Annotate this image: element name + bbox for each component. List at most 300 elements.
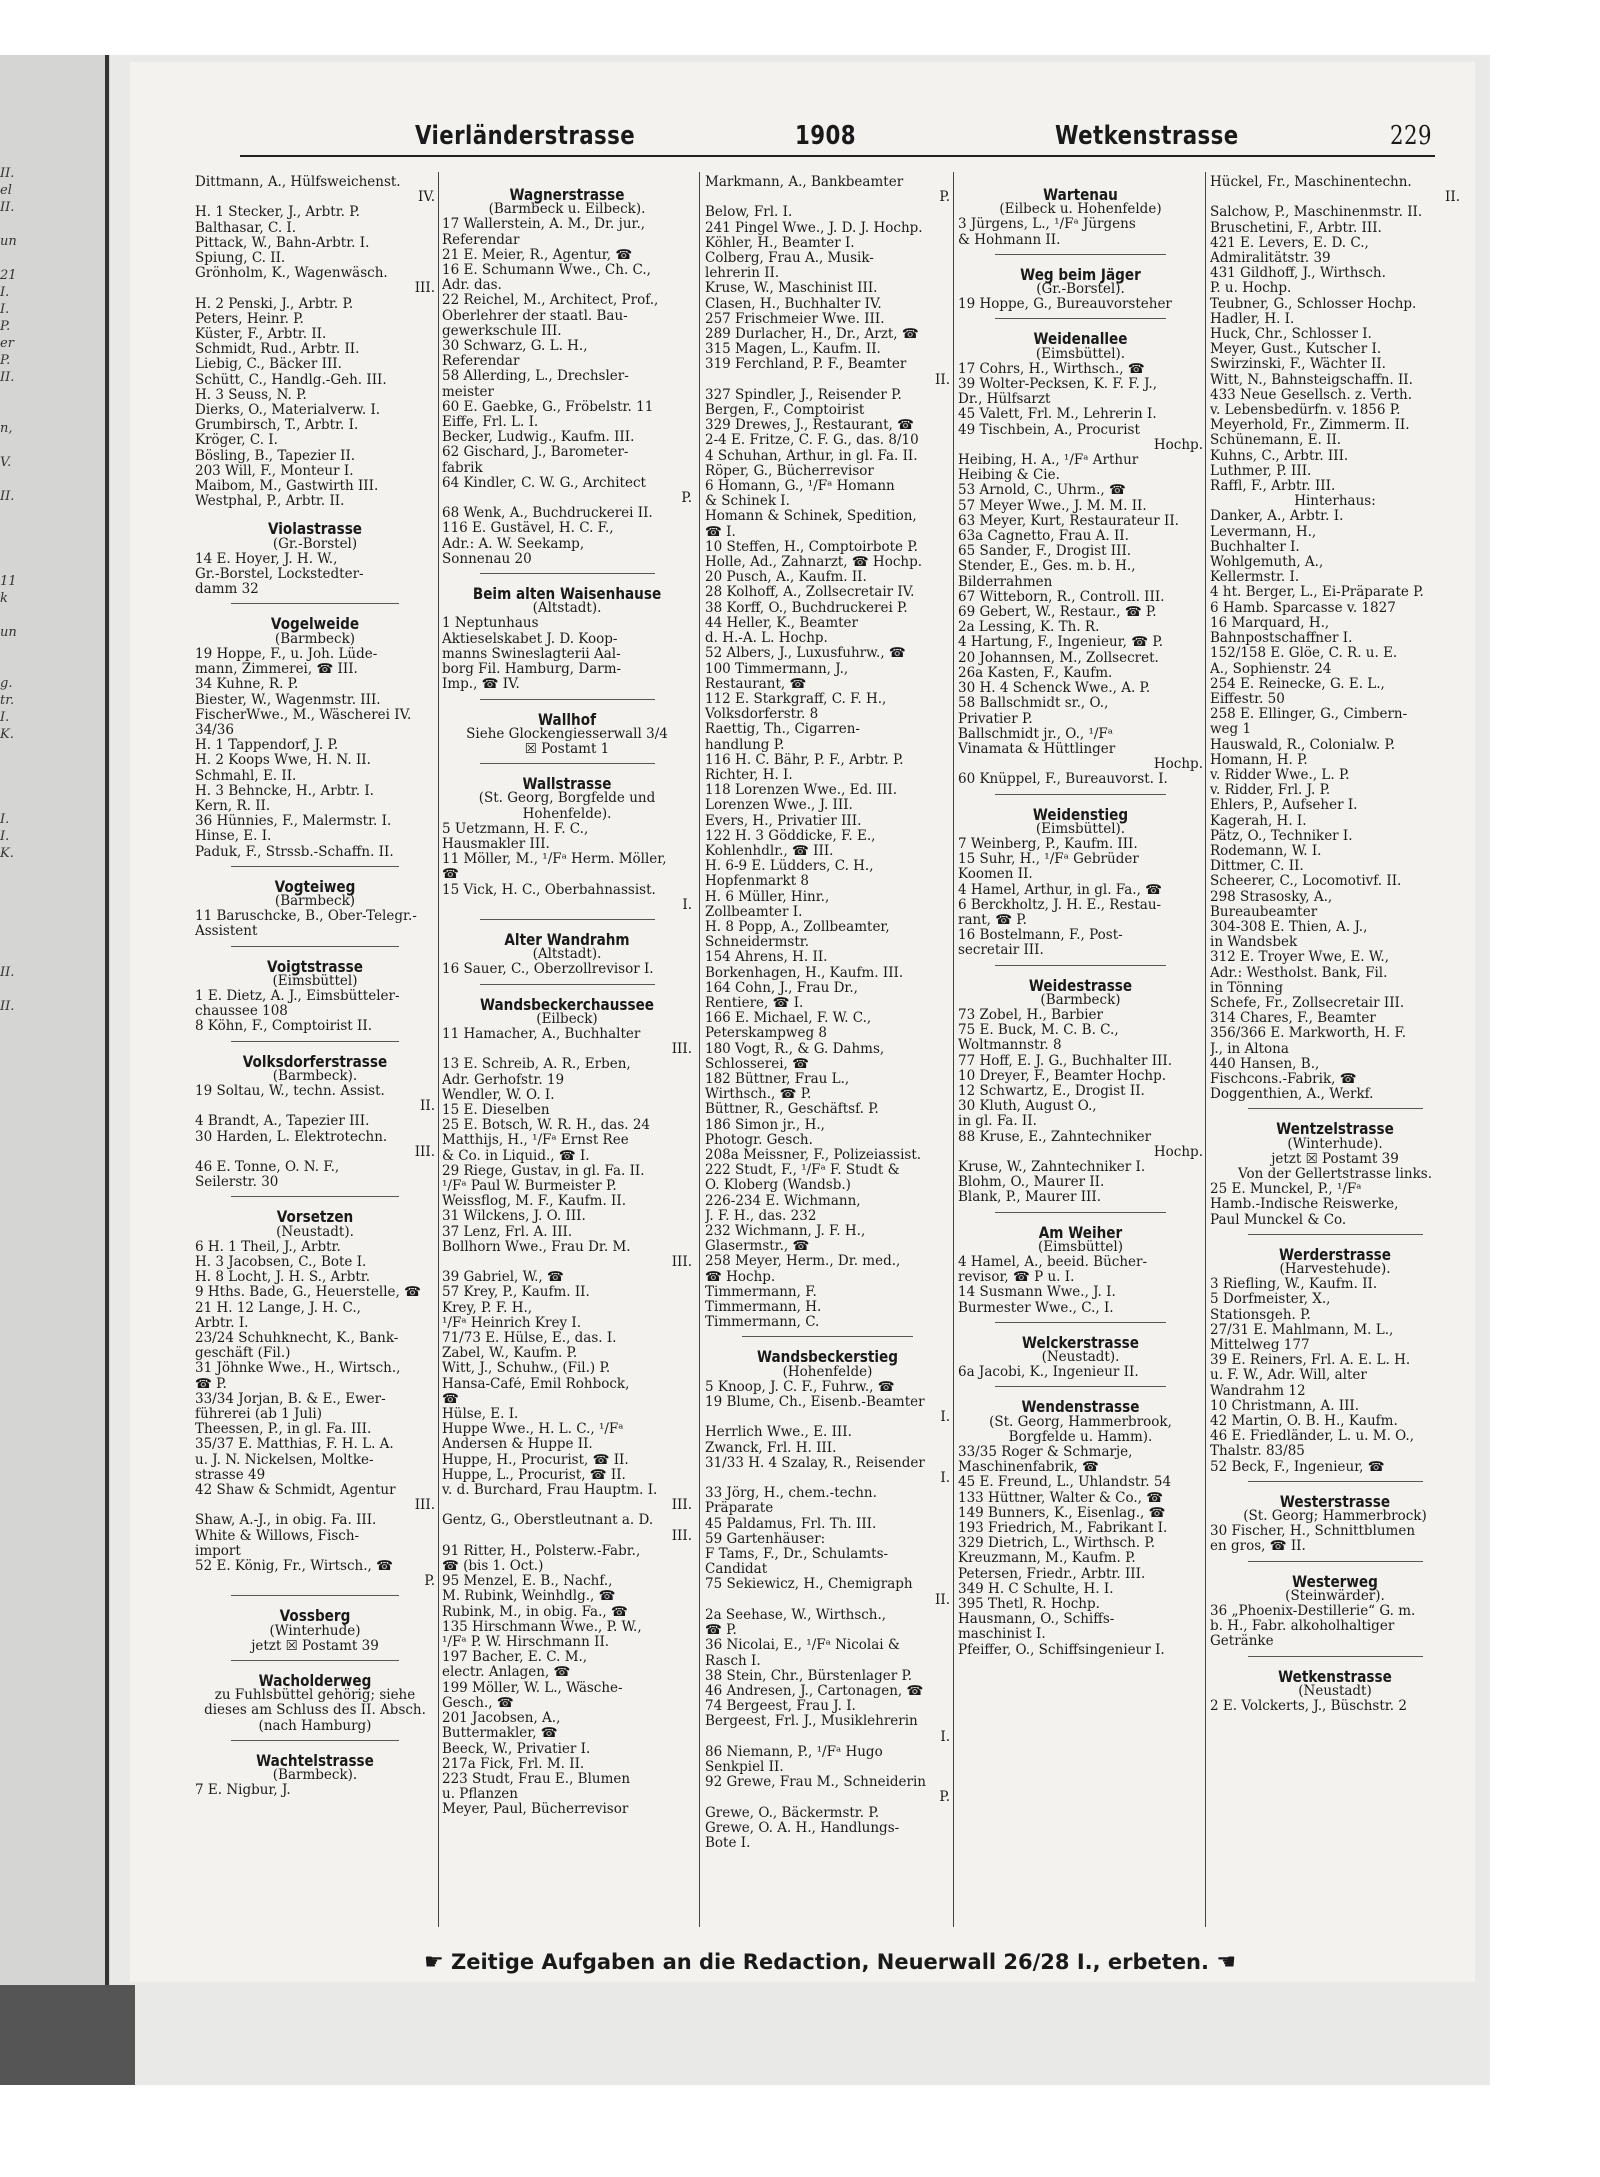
resident-entry: 421 E. Levers, E. D. C., (1210, 235, 1369, 251)
resident-entry: 52 Beck, F., Ingenieur, ☎ (1210, 1459, 1385, 1475)
resident-entry: Homann & Schinek, Spedition, (705, 509, 917, 525)
resident-entry: Woltmannstr. 8 (958, 1038, 1062, 1054)
resident-entry: 12 Schwartz, E., Drogist II. (958, 1083, 1145, 1099)
resident-entry: 46 Andresen, J., Cartonagen, ☎ (705, 1683, 924, 1699)
resident-entry: Maschinenfabrik, ☎ (958, 1460, 1099, 1476)
resident-entry: Grönholm, K., Wagenwäsch. (195, 266, 388, 282)
margin-fragment (0, 760, 22, 777)
street-district: (Barmbeck). (272, 1067, 358, 1084)
resident-entry: Adr. Gerhofstr. 19 (442, 1072, 565, 1088)
resident-entry: 298 Strasosky, A., (1210, 889, 1333, 905)
street-district: (Eimsbüttel). (1035, 820, 1126, 837)
resident-entry: Kruse, W., Maschinist III. (705, 281, 878, 297)
resident-entry: 122 H. 3 Göddicke, F. E., (705, 828, 876, 844)
resident-entry: 3 Jürgens, L., ¹/Fᵃ Jürgens (958, 217, 1136, 233)
resident-entry: 36 Nicolai, E., ¹/Fᵃ Nicolai & (705, 1638, 900, 1654)
margin-fragment: II. (0, 965, 15, 980)
margin-fragment: II. (0, 489, 15, 504)
resident-entry: Hochp. (1153, 1144, 1203, 1160)
street-district: ☒ Postamt 1 (524, 740, 610, 757)
resident-entry: Volksdorferstr. 8 (705, 707, 819, 723)
street-district: Hohenfelde). (522, 805, 612, 822)
resident-entry: chaussee 108 (195, 1004, 288, 1020)
resident-entry: 77 Hoff, E. J. G., Buchhalter III. (958, 1053, 1173, 1069)
resident-entry: Kreuzmann, M., Kaufm. P. (958, 1551, 1136, 1567)
resident-entry: 57 Krey, P., Kaufm. II. (442, 1285, 590, 1301)
margin-fragment (0, 403, 22, 420)
section-rule (995, 1322, 1167, 1323)
resident-entry: III. (671, 1498, 692, 1514)
resident-entry: 23/24 Schuhknecht, K., Bank- (195, 1331, 399, 1347)
resident-entry: 71/73 E. Hülse, E., das. I. (442, 1331, 617, 1347)
street-heading: Vossberg (279, 1606, 351, 1626)
resident-entry: ☎ (442, 867, 459, 883)
section-rule (1248, 1108, 1423, 1109)
resident-entry: 20 Pusch, A., Kaufm. II. (705, 570, 867, 586)
resident-entry: lehrerin II. (705, 266, 780, 282)
resident-entry: rant, ☎ P. (958, 912, 1027, 928)
directory-column-2 (442, 175, 692, 1818)
resident-entry: secretair III. (958, 943, 1044, 959)
resident-entry: Heibing, H. A., ¹/Fᵃ Arthur (958, 453, 1139, 469)
street-heading: Werderstrasse (1278, 1244, 1392, 1264)
resident-entry: 44 Heller, K., Beamter (705, 615, 858, 631)
resident-entry: Adr.: A. W. Seekamp, (442, 536, 585, 552)
resident-entry: 133 Hüttner, Walter & Co., ☎ (958, 1490, 1164, 1506)
margin-fragment (0, 386, 22, 403)
column-divider (438, 172, 439, 1927)
street-district: (St. Georg, Hammerbrook, (989, 1413, 1172, 1430)
section-rule (231, 946, 399, 947)
resident-entry: Huck, Chr., Schlosser I. (1210, 327, 1372, 343)
street-district: jetzt ☒ Postamt 39 (1271, 1150, 1399, 1167)
resident-entry: Maibom, M., Gastwirth III. (195, 479, 379, 495)
street-heading: Wandsbeckerstieg (756, 1347, 899, 1367)
street-district: Von der Gellertstrasse links. (1238, 1166, 1432, 1182)
resident-entry: borg Fil. Hamburg, Darm- (442, 662, 622, 678)
resident-entry: Timmermann, F. (705, 1284, 817, 1300)
resident-entry: Biester, W., Wagenmstr. III. (195, 692, 381, 708)
resident-entry: 2 E. Volckerts, J., Büschstr. 2 (1210, 1699, 1407, 1715)
resident-entry: & Hohmann II. (958, 232, 1061, 248)
resident-entry: 7 Weinberg, P., Kaufm. III. (958, 836, 1138, 852)
street-district: zu Fuhlsbüttel gehörig; siehe (214, 1687, 416, 1704)
resident-entry: 356/366 E. Markworth, H. F. (1210, 1026, 1407, 1042)
resident-entry: Salchow, P., Maschinenmstr. II. (1210, 205, 1423, 221)
resident-entry: Pittack, W., Bahn-Arbtr. I. (195, 235, 370, 251)
resident-entry: Blank, P., Maurer III. (958, 1190, 1102, 1206)
resident-entry: 22 Reichel, M., Architect, Prof., (442, 293, 659, 309)
resident-entry: 62 Gischard, J., Barometer- (442, 445, 629, 461)
margin-fragment (0, 437, 22, 454)
margin-fragment: II. (0, 999, 15, 1014)
resident-entry: Mittelweg 177 (1210, 1338, 1310, 1354)
directory-column-4 (958, 175, 1203, 1658)
resident-entry: 31/33 H. 4 Szalay, R., Reisender (705, 1455, 925, 1471)
street-heading: Wandsbeckerchaussee (479, 994, 655, 1014)
resident-entry: Matthijs, H., ¹/Fᵃ Ernst Ree (442, 1133, 629, 1149)
resident-entry: Hochp. (1153, 757, 1203, 773)
resident-entry: 232 Wichmann, J. F. H., (705, 1224, 866, 1240)
resident-entry: 4 Hamel, Arthur, in gl. Fa., ☎ (958, 882, 1162, 898)
resident-entry: 46 E. Friedländer, L. u. M. O., (1210, 1429, 1415, 1445)
resident-entry: Oberlehrer der staatl. Bau- (442, 308, 628, 324)
resident-entry: Burmester Wwe., C., I. (958, 1300, 1114, 1316)
resident-entry: 58 Allerding, L., Drechsler- (442, 369, 629, 385)
resident-entry: Hadler, H. I. (1210, 311, 1295, 327)
resident-entry: Buttermakler, ☎ (442, 1726, 558, 1742)
resident-entry: manns Swineslagterii Aal- (442, 646, 621, 662)
resident-entry: 4 Hamel, A., beeid. Bücher- (958, 1255, 1148, 1270)
resident-entry: Hausmann, O., Schiffs- (958, 1612, 1115, 1628)
margin-fragment (0, 913, 22, 930)
resident-entry: IV. (417, 190, 435, 206)
resident-entry: I. (940, 1729, 950, 1745)
resident-entry: Sonnenau 20 (442, 551, 532, 567)
pointing-hand-right-icon: ☚ (1216, 1950, 1237, 1975)
resident-entry: 2a Lessing, K. Th. R. (958, 620, 1100, 636)
resident-entry: Richter, H. I. (705, 767, 793, 783)
resident-entry: ☎ (bis 1. Oct.) (442, 1559, 544, 1575)
resident-entry: Petersen, Friedr., Arbtr. III. (958, 1566, 1146, 1582)
resident-entry: 17 Cohrs, H., Wirthsch., ☎ (958, 361, 1145, 377)
resident-entry: Eiffestr. 50 (1210, 691, 1285, 707)
resident-entry: 45 Paldamus, Frl. Th. III. (705, 1516, 877, 1532)
resident-entry: I. (682, 897, 692, 913)
margin-fragment (0, 556, 22, 573)
resident-entry: 241 Pingel Wwe., J. D. J. Hochp. (705, 220, 923, 236)
resident-entry: 19 Hoppe, G., Bureauvorsteher (958, 297, 1172, 313)
resident-entry: Heibing & Cie. (958, 468, 1060, 484)
resident-entry: Dittmann, A., Hülfsweichenst. (195, 175, 401, 190)
resident-entry: O. Kloberg (Wandsb.) (705, 1178, 851, 1194)
resident-entry: 193 Friedrich, M., Fabrikant I. (958, 1521, 1168, 1537)
resident-entry: Schütt, C., Handlg.-Geh. III. (195, 372, 387, 388)
resident-entry: Fischcons.-Fabrik, ☎ (1210, 1071, 1357, 1087)
resident-entry: Stender, E., Ges. m. b. H., (958, 559, 1136, 575)
resident-entry: 17 Wallerstein, A. M., Dr. jur., (442, 217, 646, 233)
resident-entry: fabrik (442, 460, 483, 476)
resident-entry: 39 Gabriel, W., ☎ (442, 1270, 564, 1286)
street-district: jetzt ☒ Postamt 39 (251, 1637, 379, 1654)
resident-entry: 6 Berckholtz, J. H. E., Restau- (958, 897, 1162, 913)
resident-entry: Seilerstr. 30 (195, 1175, 279, 1191)
resident-entry: Hansa-Café, Emil Rohbock, (442, 1376, 630, 1392)
resident-entry: III. (414, 1144, 435, 1160)
street-district: (Winterhude) (269, 1622, 361, 1639)
resident-entry: Raettig, Th., Cigarren- (705, 722, 860, 738)
section-rule (480, 919, 655, 920)
resident-entry: in Tönning (1210, 980, 1283, 996)
resident-entry: Huppe, H., Procurist, ☎ II. (442, 1452, 629, 1468)
resident-entry: 30 Harden, L. Elektrotechn. (195, 1129, 388, 1145)
resident-entry: P. (939, 1790, 950, 1806)
resident-entry: 223 Studt, Frau E., Blumen (442, 1771, 631, 1787)
resident-entry: H. 1 Tappendorf, J. P. (195, 738, 339, 754)
resident-entry: 34 Kuhne, R. P. (195, 677, 299, 693)
resident-entry: 52 Albers, J., Luxusfuhrw., ☎ (705, 646, 906, 662)
resident-entry: H. 8 Locht, J. H. S., Arbtr. (195, 1270, 371, 1286)
resident-entry: mann, Zimmerei, ☎ III. (195, 662, 358, 678)
resident-entry: III. (414, 281, 435, 297)
resident-entry: 258 E. Ellinger, G., Cimbern- (1210, 707, 1408, 723)
resident-entry: Aktieselskabet J. D. Koop- (442, 631, 618, 647)
directory-column-1 (195, 175, 435, 1799)
resident-entry: 15 Vick, H. C., Oberbahnassist. (442, 882, 656, 898)
resident-entry: ☎ (442, 1391, 459, 1407)
margin-fragment: 21 (0, 268, 17, 283)
resident-entry: Glasermstr., ☎ (705, 1239, 810, 1255)
resident-entry: Köhler, H., Beamter I. (705, 235, 855, 251)
resident-entry: Kern, R. II. (195, 798, 271, 814)
street-heading: Weidenstieg (1032, 804, 1129, 824)
resident-entry: Wandrahm 12 (1210, 1383, 1306, 1399)
street-district: (St. Georg; Hammerbrock) (1243, 1508, 1427, 1525)
street-district: (Eimsbüttel). (1035, 345, 1126, 362)
margin-fragment (0, 879, 22, 896)
margin-fragment: un (0, 625, 17, 640)
resident-entry: 116 E. Gustävel, H. C. F., (442, 521, 614, 537)
resident-entry: Schmidt, Rud., Arbtr. II. (195, 342, 360, 358)
resident-entry: Liebig, C., Bäcker III. (195, 357, 342, 373)
resident-entry: revisor, ☎ P u. I. (958, 1270, 1075, 1286)
resident-entry: 16 Marquard, H., (1210, 615, 1330, 631)
margin-fragment: I. (0, 812, 10, 827)
street-district: (Gr.-Borstel) (272, 535, 358, 552)
page-header (240, 115, 1435, 157)
street-heading: Westerstrasse (1279, 1491, 1391, 1511)
street-district: (Barmbeck) (274, 630, 356, 647)
resident-entry: Dr., Hülfsarzt (958, 392, 1051, 408)
resident-entry: Below, Frl. I. (705, 205, 793, 221)
resident-entry: 15 E. Dieselben (442, 1102, 550, 1118)
resident-entry: III. (414, 1498, 435, 1514)
resident-entry: 95 Menzel, E. B., Nachf., (442, 1574, 613, 1590)
margin-fragment (0, 539, 22, 556)
resident-entry: 65 Sander, F., Drogist III. (958, 544, 1132, 560)
resident-entry: Adr. das. (442, 278, 502, 294)
column-divider (699, 172, 700, 1927)
resident-entry: 19 Blume, Ch., Eisenb.-Beamter (705, 1395, 925, 1411)
resident-entry: Hamb.-Indische Reiswerke, (1210, 1197, 1399, 1213)
resident-entry: 10 Dreyer, F., Beamter Hochp. (958, 1068, 1167, 1084)
section-rule (231, 1740, 399, 1741)
street-district: (nach Hamburg) (258, 1717, 372, 1734)
resident-entry: Assistent (195, 924, 258, 940)
resident-entry: 25 E. Munckel, P., ¹/Fᵃ (1210, 1182, 1362, 1198)
resident-entry: 46 E. Tonne, O. N. F., (195, 1159, 340, 1175)
resident-entry: Huppe, L., Procurist, ☎ II. (442, 1467, 626, 1483)
margin-fragment (0, 522, 22, 539)
resident-entry: Paduk, F., Strssb.-Schaffn. II. (195, 844, 394, 860)
section-rule (1248, 1234, 1423, 1235)
resident-entry: Kruse, W., Zahntechniker I. (958, 1159, 1146, 1175)
street-heading: Weidenallee (1033, 329, 1128, 349)
resident-entry: Westphal, P., Arbtr. II. (195, 494, 345, 510)
resident-entry: 6 Hamb. Sparcasse v. 1827 (1210, 600, 1396, 616)
street-district: (Neustadt). (276, 1223, 354, 1240)
resident-entry: 154 Ahrens, H. II. (705, 950, 828, 966)
resident-entry: Thalstr. 83/85 (1210, 1444, 1305, 1460)
street-heading: Wallstrasse (522, 774, 612, 794)
street-district: (Altstadt). (532, 946, 602, 963)
resident-entry: 39 E. Reiners, Frl. A. E. L. H. (1210, 1353, 1411, 1369)
resident-entry: 203 Will, F., Monteur I. (195, 463, 354, 479)
margin-fragment: P. (0, 319, 11, 334)
street-heading: Welckerstrasse (1022, 1332, 1139, 1352)
margin-fragment: I. (0, 829, 10, 844)
margin-fragment (0, 607, 22, 624)
resident-entry: Schlosserei, ☎ (705, 1056, 809, 1072)
resident-entry: 6a Jacobi, K., Ingenieur II. (958, 1365, 1139, 1381)
resident-entry: Beeck, W., Privatier I. (442, 1741, 591, 1757)
margin-fragment: n, (0, 421, 13, 436)
street-district: (Winterhude). (1287, 1135, 1383, 1152)
resident-entry: Grewe, O., Bäckermstr. P. (705, 1805, 880, 1821)
resident-entry: Andersen & Huppe II. (442, 1437, 593, 1453)
section-rule (995, 318, 1167, 319)
margin-fragment: un (0, 234, 17, 249)
page-number: 229 (1390, 121, 1432, 151)
resident-entry: Blohm, O., Maurer II. (958, 1175, 1105, 1191)
street-heading: Wachtelstrasse (256, 1750, 374, 1770)
resident-entry: H. 3 Jacobsen, C., Bote I. (195, 1255, 367, 1270)
margin-fragment (0, 896, 22, 913)
resident-entry: 38 Korff, O., Buchdruckerei P. (705, 600, 908, 616)
resident-entry: II. (935, 372, 950, 388)
resident-entry: Kohlenhdlr., ☎ III. (705, 843, 834, 859)
resident-entry: u. Pflanzen (442, 1787, 518, 1803)
column-divider (1205, 172, 1206, 1927)
resident-entry: Schünemann, E. II. (1210, 433, 1342, 449)
pointing-hand-left-icon: ☛ (423, 1950, 444, 1975)
resident-entry: Huppe Wwe., H. L. C., ¹/Fᵃ (442, 1422, 624, 1438)
resident-entry: ☎ P. (195, 1376, 227, 1392)
resident-entry: u. J. N. Nickelsen, Moltke- (195, 1452, 374, 1468)
resident-entry: 30 H. 4 Schenck Wwe., A. P. (958, 681, 1151, 697)
street-district: (Barmbeck) (1040, 991, 1121, 1008)
resident-entry: 180 Vogt, R., & G. Dahms, (705, 1041, 885, 1057)
resident-entry: M. Rubink, Weinhdlg., ☎ (442, 1589, 616, 1605)
street-district: (Eilbeck) (536, 1010, 598, 1027)
resident-entry: Holle, Ad., Zahnarzt, ☎ Hochp. (705, 555, 923, 571)
resident-entry: 217a Fick, Frl. M. II. (442, 1756, 585, 1772)
margin-fragment: I. (0, 285, 10, 300)
resident-entry: 28 Kolhoff, A., Zollsecretair IV. (705, 585, 915, 601)
resident-entry: J., in Altona (1210, 1041, 1289, 1057)
section-rule (995, 794, 1167, 795)
resident-entry: Danker, A., Arbtr. I. (1210, 509, 1344, 525)
resident-entry: Arbtr. I. (195, 1315, 249, 1331)
resident-entry: 63 Meyer, Kurt, Restaurateur II. (958, 513, 1179, 529)
resident-entry: Eiffe, Frl. L. I. (442, 415, 539, 431)
resident-entry: Evers, H., Privatier III. (705, 813, 862, 829)
street-district: (Gr.-Borstel). (1036, 281, 1125, 298)
resident-entry: Hückel, Fr., Maschinentechn. (1210, 175, 1412, 190)
margin-fragment (0, 216, 22, 233)
resident-entry: 116 H. C. Bähr, P. F., Arbtr. P. (705, 752, 904, 768)
resident-entry: Becker, Ludwig., Kaufm. III. (442, 430, 635, 446)
resident-entry: 257 Frischmeier Wwe. III. (705, 311, 885, 327)
resident-entry: Bilderrahmen (958, 574, 1053, 590)
header-right-street: Wetkenstrasse (1055, 121, 1239, 151)
resident-entry: Candidat (705, 1562, 768, 1578)
resident-entry: 25 E. Botsch, W. R. H., das. 24 (442, 1118, 651, 1134)
resident-entry: 42 Martin, O. B. H., Kaufm. (1210, 1414, 1398, 1430)
resident-entry: Pätz, O., Techniker I. (1210, 828, 1353, 844)
resident-entry: Senkpiel II. (705, 1759, 784, 1775)
street-district: (Barmbeck u. Eilbeck). (488, 201, 646, 218)
resident-entry: 45 Valett, Frl. M., Lehrerin I. (958, 407, 1157, 423)
resident-entry: 74 Bergeest, Frau J. I. (705, 1699, 856, 1715)
section-rule (231, 866, 399, 867)
resident-entry: Swirzinski, F., Wächter II. (1210, 357, 1386, 373)
resident-entry: handlung P. (705, 737, 785, 753)
resident-entry: 100 Timmermann, J., (705, 661, 849, 677)
resident-entry: 222 Studt, F., ¹/Fᵃ F. Studt & (705, 1163, 900, 1179)
resident-entry: Kellermstr. I. (1210, 570, 1300, 586)
resident-entry: 14 Susmann Wwe., J. I. (958, 1285, 1116, 1301)
margin-fragment: tr. (0, 693, 15, 708)
resident-entry: 201 Jacobsen, A., (442, 1711, 561, 1727)
resident-entry: Teubner, G., Schlosser Hochp. (1210, 296, 1417, 312)
resident-entry: 433 Neue Gesellsch. z. Verth. (1210, 387, 1412, 403)
resident-entry: Rubink, M., in obig. Fa., ☎ (442, 1604, 628, 1620)
resident-entry: maschinist I. (958, 1627, 1046, 1643)
street-heading: Weg beim Jäger (1020, 264, 1141, 284)
column-divider (953, 172, 954, 1927)
street-heading: Volksdorferstrasse (242, 1051, 388, 1071)
margin-fragment: V. (0, 455, 12, 470)
resident-entry: 29 Riege, Gustav, in gl. Fa. II. (442, 1163, 645, 1179)
resident-entry: & Co. in Liquid., ☎ I. (442, 1148, 590, 1164)
resident-entry: 58 Ballschmidt sr., O., (958, 696, 1109, 712)
resident-entry: Shaw, A.-J., in obig. Fa. III. (195, 1513, 377, 1529)
resident-entry: b. H., Fabr. alkoholhaltiger (1210, 1619, 1395, 1635)
street-district: Borgfelde u. Hamm). (1008, 1428, 1153, 1445)
resident-entry: Grumbirsch, T., Arbtr. I. (195, 418, 359, 434)
resident-entry: 11 Baruschcke, B., Ober-Telegr.- (195, 909, 417, 925)
resident-entry: 314 Chares, F., Beamter (1210, 1011, 1376, 1027)
street-district: (Barmbeck). (272, 1767, 358, 1784)
resident-entry: Wohlgemuth, A., (1210, 555, 1324, 571)
resident-entry: Koomen II. (958, 867, 1033, 883)
resident-entry: Peterskampweg 8 (705, 1026, 828, 1042)
resident-entry: Levermann, H., (1210, 524, 1317, 540)
margin-fragment (0, 505, 22, 522)
resident-entry: 8 Köhn, F., Comptoirist II. (195, 1019, 372, 1035)
resident-entry: Rentiere, ☎ I. (705, 995, 804, 1011)
resident-entry: 35/37 E. Matthias, F. H. L. A. (195, 1437, 394, 1453)
resident-entry: Meyerhold, Fr., Zimmerm. II. (1210, 418, 1410, 434)
street-heading: Wendenstrasse (1021, 1397, 1140, 1417)
resident-entry: 42 Shaw & Schmidt, Agentur (195, 1483, 396, 1499)
resident-entry: 59 Gartenhäuser: (705, 1531, 826, 1547)
street-district: Hinterhaus: (1294, 493, 1376, 510)
section-rule (480, 573, 655, 574)
resident-entry: 88 Kruse, E., Zahntechniker (958, 1129, 1152, 1145)
margin-fragment (0, 777, 22, 794)
resident-entry: 166 E. Michael, F. W. C., (705, 1011, 872, 1027)
resident-entry: 1 Neptunhaus (442, 616, 539, 632)
resident-entry: Kröger, C. I. (195, 433, 278, 449)
section-rule (480, 984, 655, 985)
section-rule (995, 254, 1167, 255)
margin-fragment: P. (0, 353, 11, 368)
resident-entry: Colberg, Frau A., Musik- (705, 251, 874, 267)
resident-entry: H. 6 Müller, Hinr., (705, 889, 830, 905)
resident-entry: Witt, J., Schuhw., (Fil.) P. (442, 1361, 611, 1377)
